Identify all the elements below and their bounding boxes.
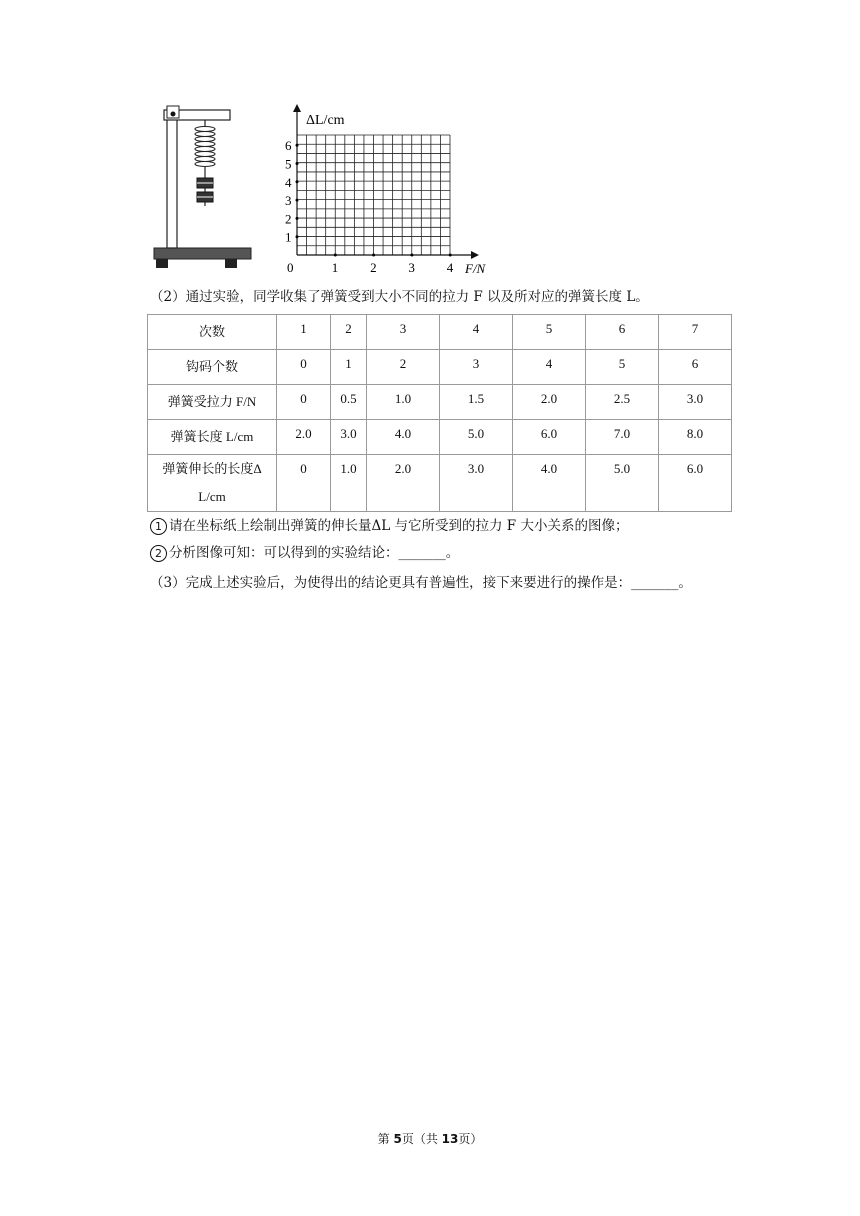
table-cell: 5.0	[440, 420, 513, 455]
row-header-cell: 弹簧受拉力 F/N	[148, 385, 277, 420]
y-axis-arrow	[293, 104, 301, 112]
table-cell: 4	[513, 350, 586, 385]
table-row	[148, 455, 732, 512]
table-cell: 1	[277, 315, 331, 350]
data-table	[147, 314, 732, 512]
grid-lines	[297, 135, 450, 255]
x-tick-label: 4	[446, 260, 454, 275]
footer-suffix: 页）	[458, 1132, 483, 1146]
table-row	[148, 350, 732, 385]
table-cell: 2.5	[586, 385, 659, 420]
table-row	[148, 385, 732, 420]
row-header-cell: 次数	[148, 315, 277, 350]
table-cell: 0	[277, 455, 331, 512]
table-cell: 1	[331, 350, 367, 385]
sub-question-2-text: 分析图像可知：可以得到的实验结论：_______。	[169, 545, 460, 561]
x-axis-label: F/N	[465, 261, 486, 276]
table-cell: 0.5	[331, 385, 367, 420]
y-tick-mark	[296, 144, 299, 147]
y-tick-mark	[296, 180, 299, 183]
x-tick-label: 1	[331, 260, 339, 275]
table-cell: 1.5	[440, 385, 513, 420]
table-cell: 3.0	[331, 420, 367, 455]
table-cell: 6.0	[659, 455, 732, 512]
x-tick-mark	[372, 254, 375, 257]
x-tick-label: 3	[408, 260, 415, 275]
circled-number-1: 1	[150, 518, 167, 535]
y-axis-label: ΔL/cm	[306, 113, 345, 128]
table-cell: 2.0	[277, 420, 331, 455]
graph-paper	[275, 100, 505, 280]
footer-prefix: 第	[377, 1132, 394, 1146]
table-cell: 3	[440, 350, 513, 385]
spring-apparatus-illustration	[150, 100, 260, 275]
table-cell: 0	[277, 385, 331, 420]
table-row	[148, 315, 732, 350]
page-footer	[0, 1130, 860, 1147]
sub-question-1	[150, 516, 628, 536]
y-tick-label: 5	[285, 156, 292, 172]
x-axis-arrow	[471, 251, 479, 259]
table-cell: 1.0	[331, 455, 367, 512]
table-cell: 4.0	[513, 455, 586, 512]
footer-page-number: 5	[393, 1132, 402, 1146]
footer-middle: 页（共	[401, 1132, 442, 1146]
y-tick-mark	[296, 235, 299, 238]
y-tick-label: 3	[285, 193, 292, 209]
table-cell: 7.0	[586, 420, 659, 455]
row-header-line-1: 弹簧伸长的长度Δ	[162, 461, 262, 476]
x-tick-mark	[334, 254, 337, 257]
table-cell: 2.0	[367, 455, 440, 512]
table-cell: 2	[331, 315, 367, 350]
table-cell: 5	[513, 315, 586, 350]
question-3: （3）完成上述实验后，为使得出的结论更具有普遍性，接下来要进行的操作是：_______。	[150, 575, 692, 591]
circled-number-2: 2	[150, 545, 167, 562]
sub-question-2	[150, 543, 459, 563]
table-cell: 6	[586, 315, 659, 350]
y-tick-label: 1	[285, 229, 292, 245]
y-tick-label: 4	[285, 174, 292, 190]
table-cell: 7	[659, 315, 732, 350]
row-header-cell: 弹簧长度 L/cm	[148, 420, 277, 455]
table-cell: 5	[586, 350, 659, 385]
x-tick-label: 2	[370, 260, 377, 275]
question-2-intro: （2）通过实验，同学收集了弹簧受到大小不同的拉力 F 以及所对应的弹簧长度 L。	[150, 289, 649, 305]
table-cell: 5.0	[586, 455, 659, 512]
y-tick-mark	[296, 217, 299, 220]
row-header-cell	[148, 455, 277, 512]
table-cell: 4.0	[367, 420, 440, 455]
y-tick-label: 2	[285, 211, 292, 227]
row-header-cell: 钩码个数	[148, 350, 277, 385]
footer-total-pages: 13	[441, 1132, 459, 1146]
y-tick-label: 6	[285, 138, 292, 154]
x-tick-mark	[449, 254, 452, 257]
row-header-line-2: L/cm	[198, 489, 226, 504]
table-cell: 0	[277, 350, 331, 385]
table-cell: 8.0	[659, 420, 732, 455]
table-cell: 2	[367, 350, 440, 385]
sub-question-1-text: 请在坐标纸上绘制出弹簧的伸长量ΔL 与它所受到的拉力 F 大小关系的图像；	[169, 518, 629, 534]
table-cell: 2.0	[513, 385, 586, 420]
table-cell: 3.0	[659, 385, 732, 420]
experiment-figure	[150, 100, 510, 280]
y-tick-mark	[296, 199, 299, 202]
table-row	[148, 420, 732, 455]
table-cell: 3	[367, 315, 440, 350]
table-cell: 6.0	[513, 420, 586, 455]
table-cell: 1.0	[367, 385, 440, 420]
table-cell: 4	[440, 315, 513, 350]
table-cell: 6	[659, 350, 732, 385]
x-tick-mark	[410, 254, 413, 257]
table-cell: 3.0	[440, 455, 513, 512]
y-tick-mark	[296, 162, 299, 165]
origin-label: 0	[287, 260, 294, 275]
